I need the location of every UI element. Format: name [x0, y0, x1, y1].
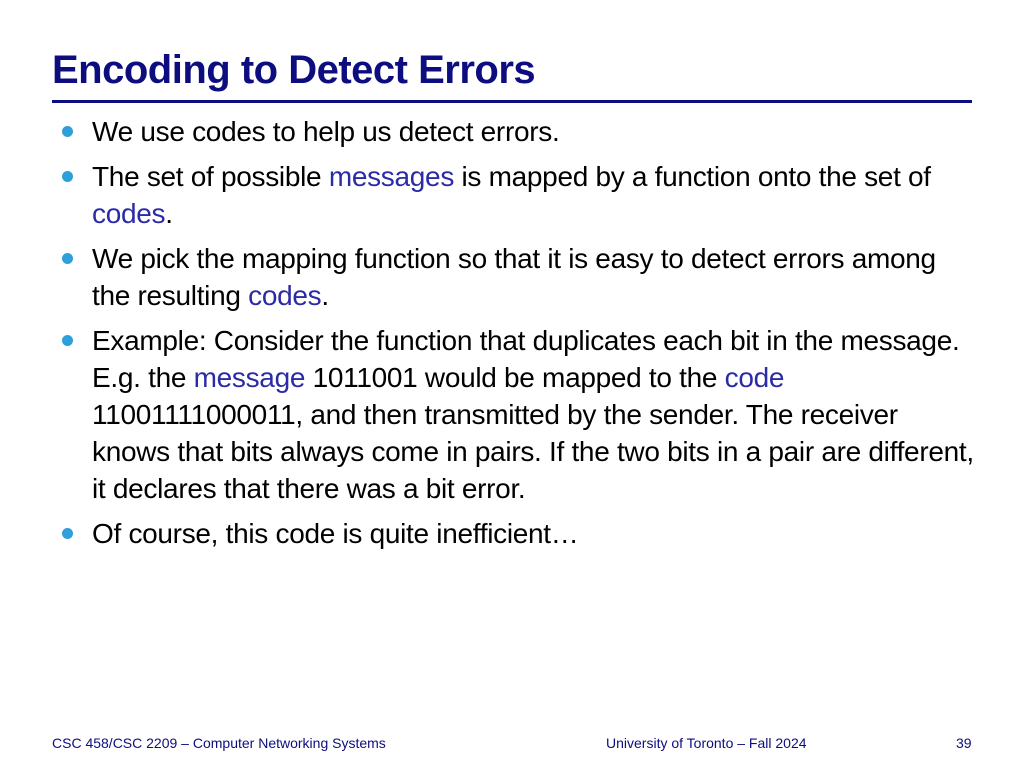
bullet-item: [56, 158, 976, 232]
highlight-term: message: [193, 362, 306, 393]
bullet-item: [56, 113, 976, 150]
highlight-term: codes: [92, 198, 166, 229]
bullet-item: [56, 240, 976, 314]
bullet-dot-icon: [62, 528, 73, 539]
slide-title: Encoding to Detect Errors: [52, 48, 536, 92]
bullet-dot-icon: [62, 335, 73, 346]
title-underline: [52, 100, 972, 103]
bullet-text: The set of possible: [92, 161, 329, 192]
bullet-text: Example: Consider the function that duplicates each bit in the message. E.g. the: [92, 325, 960, 393]
bullet-text: Of course, this code is quite inefficient…: [92, 518, 579, 549]
bullet-dot-icon: [62, 253, 73, 264]
footer-course: CSC 458/CSC 2209 – Computer Networking Systems: [52, 735, 386, 751]
highlight-term: messages: [328, 161, 455, 192]
bullet-text: is mapped by a function onto the set of: [454, 161, 931, 192]
bullet-text: We use codes to help us detect errors.: [92, 116, 560, 147]
bullet-text: .: [321, 280, 329, 311]
page-number: 39: [956, 735, 972, 751]
highlight-term: codes: [248, 280, 322, 311]
bullet-text: 1011001 would be mapped to the: [305, 362, 725, 393]
footer-institution: University of Toronto – Fall 2024: [606, 735, 807, 751]
bullet-list: [56, 113, 976, 560]
bullet-item: [56, 515, 976, 552]
bullet-text: .: [165, 198, 173, 229]
bullet-text: We pick the mapping function so that it is easy to detect errors among the resulting: [92, 243, 936, 311]
bullet-dot-icon: [62, 126, 73, 137]
bullet-dot-icon: [62, 171, 73, 182]
bullet-text: 11001111000011, and then transmitted by the sender. The receiver knows that bits always come in pairs. If the two bits in a pair are different, it declares that there was a bit error.: [92, 399, 974, 504]
bullet-item: [56, 322, 976, 507]
highlight-term: code: [724, 362, 785, 393]
